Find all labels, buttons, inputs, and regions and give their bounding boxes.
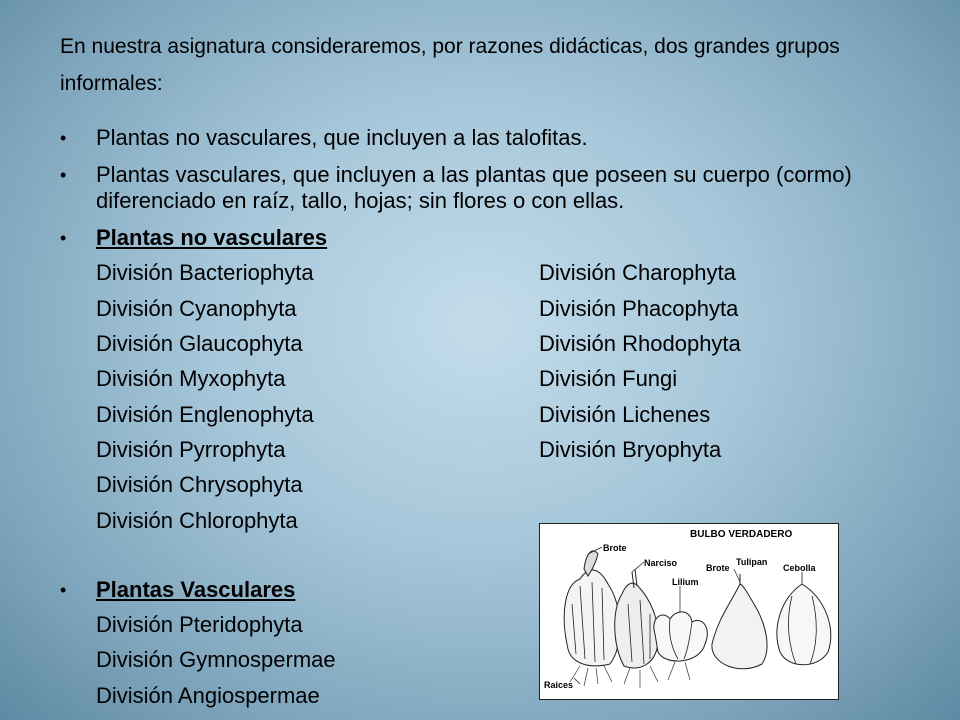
division-item: División Pyrrophyta — [96, 437, 286, 462]
division-item: División Chrysophyta — [96, 472, 303, 497]
division-item: División Cyanophyta — [96, 296, 297, 321]
division-item: División Fungi — [539, 366, 678, 391]
cebolla-bulb-drawing — [777, 572, 831, 665]
bullet-icon: • — [60, 128, 67, 148]
bullet-text: Plantas vasculares, que incluyen a las plantas que poseen su cuerpo (cormo) diferenciado en raíz, tallo, hojas; sin flores o con ellas. — [96, 162, 852, 213]
section-heading: Plantas Vasculares — [96, 577, 296, 602]
division-item: División Pteridophyta — [96, 612, 303, 637]
division-item: División Gymnospermae — [96, 647, 336, 672]
bullet-icon: • — [60, 228, 67, 248]
lilium-bulb-drawing — [654, 612, 708, 661]
label-narciso: Narciso — [644, 558, 678, 568]
bulb-illustration — [539, 523, 839, 700]
division-item: División Lichenes — [539, 402, 711, 427]
label-raices: Raices — [544, 680, 574, 690]
division-item: División Charophyta — [539, 260, 736, 285]
label-brote: Brote — [603, 543, 627, 553]
division-item: División Bacteriophyta — [96, 260, 314, 285]
bullet-text: Plantas no vasculares, que incluyen a las talofitas. — [96, 125, 588, 150]
bullet-icon: • — [60, 580, 67, 600]
division-item: División Chlorophyta — [96, 508, 298, 533]
division-item: División Rhodophyta — [539, 331, 741, 356]
division-item: División Myxophyta — [96, 366, 286, 391]
figure-title: BULBO VERDADERO — [690, 529, 793, 540]
label-brote-2: Brote — [706, 563, 730, 573]
intro-paragraph: En nuestra asignatura consideraremos, por razones didácticas, dos grandes grupos informales: — [60, 35, 840, 95]
bullet-vascular — [60, 162, 896, 214]
bullet-icon: • — [60, 165, 67, 185]
division-item: División Bryophyta — [539, 437, 722, 462]
bullet-non-vascular — [60, 125, 896, 151]
label-tulipan: Tulipan — [736, 557, 768, 567]
bullet-heading-non-vascular — [60, 225, 896, 251]
tulipan-bulb-drawing — [712, 574, 767, 669]
narciso-bulb-drawing — [615, 569, 659, 668]
division-item: División Englenophyta — [96, 402, 314, 427]
division-item: División Glaucophyta — [96, 331, 303, 356]
division-item: División Phacophyta — [539, 296, 739, 321]
label-lilium: Lilium — [672, 577, 699, 587]
section-heading: Plantas no vasculares — [96, 225, 328, 250]
division-item: División Angiospermae — [96, 683, 320, 708]
left-bulb-drawing — [564, 551, 620, 666]
label-cebolla: Cebolla — [783, 563, 816, 573]
